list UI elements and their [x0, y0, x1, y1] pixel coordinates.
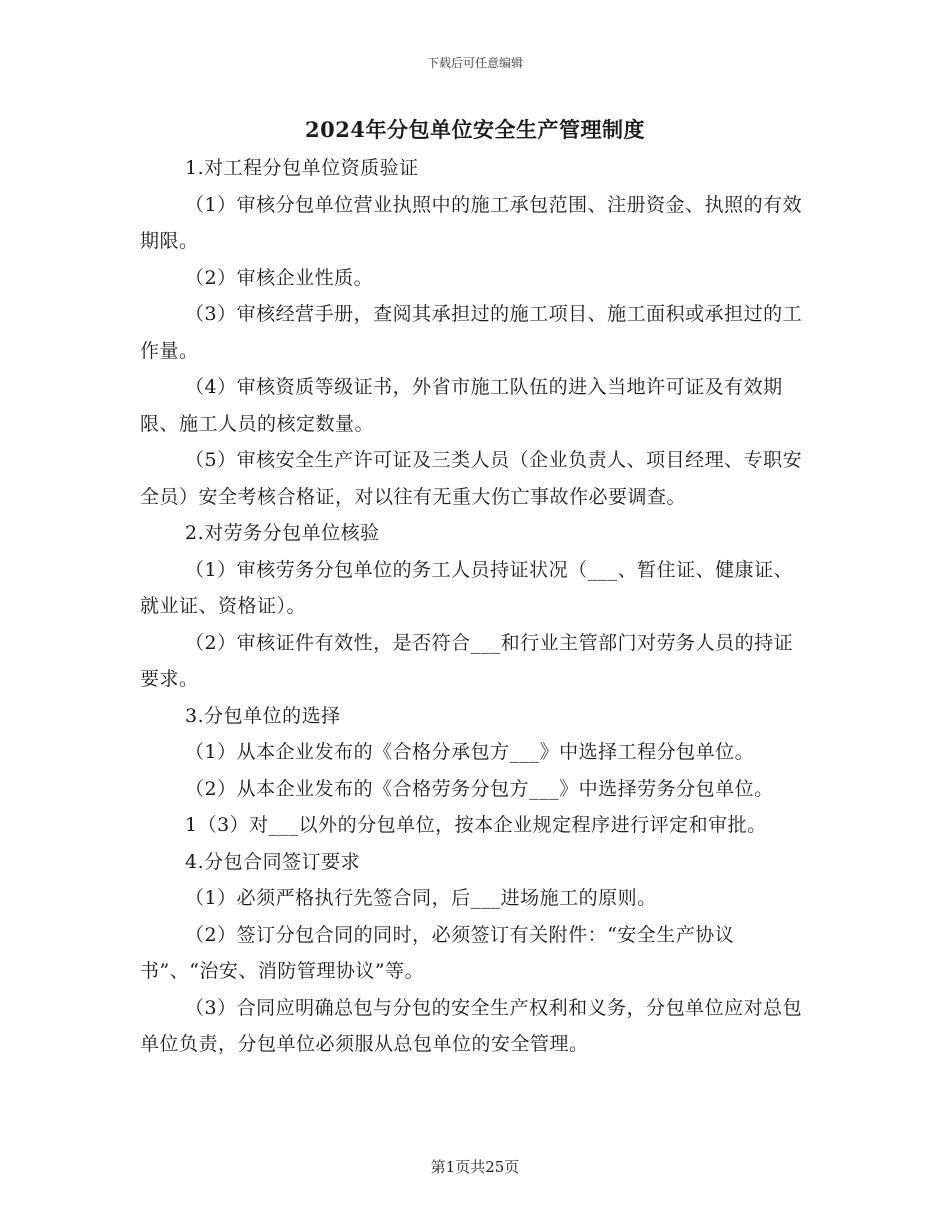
paragraph: （1）必须严格执行先签合同，后___进场施工的原则。 [185, 887, 657, 909]
paragraph: （2）审核企业性质。 [185, 266, 374, 289]
paragraph: （2）审核证件有效性，是否符合___和行业主管部门对劳务人员的持证要求。 [140, 631, 794, 690]
paragraph: （5）审核安全生产许可证及三类人员（企业负责人、项目经理、专职安全员）安全考核合格证，对以往有无重大伤亡事故作必要调查。 [140, 449, 803, 508]
paragraph: （2）签订分包合同的同时，必须签订有关附件：“安全生产协议书”、“治安、消防管理协议”等。 [140, 923, 735, 982]
paragraph: （3）审核经营手册，查阅其承担过的施工项目、施工面积或承担过的工作量。 [140, 303, 803, 362]
paragraph: （4）审核资质等级证书，外省市施工队伍的进入当地许可证及有效期限、施工人员的核定数量。 [140, 376, 783, 435]
section-heading-4: 4.分包合同签订要求 [185, 850, 361, 873]
paragraph: （1）审核劳务分包单位的务工人员持证状况（___、暂住证、健康证、就业证、资格证）。 [140, 558, 794, 617]
header-note: 下载后可任意编辑 [426, 56, 523, 70]
section-heading-2: 2.对劳务分包单位核验 [185, 522, 380, 544]
section-heading-3: 3.分包单位的选择 [185, 704, 341, 727]
paragraph: 1（3）对___以外的分包单位，按本企业规定程序进行评定和审批。 [185, 814, 767, 836]
paragraph: （2）从本企业发布的《合格劳务分包方___》中选择劳务分包单位。 [185, 777, 774, 800]
paragraph: （1）审核分包单位营业执照中的施工承包范围、注册资金、执照的有效期限。 [140, 193, 803, 252]
document-body [140, 150, 810, 1063]
section-heading-1: 1.对工程分包单位资质验证 [185, 157, 419, 179]
page-number-footer: 第1页共25页 [430, 1158, 520, 1176]
paragraph: （1）从本企业发布的《合格分承包方___》中选择工程分包单位。 [185, 741, 755, 763]
paragraph: （3）合同应明确总包与分包的安全生产权利和义务，分包单位应对总包单位负责，分包单位必须服从总包单位的安全管理。 [140, 996, 803, 1055]
document-title: 2024年分包单位安全生产管理制度 [305, 117, 645, 142]
